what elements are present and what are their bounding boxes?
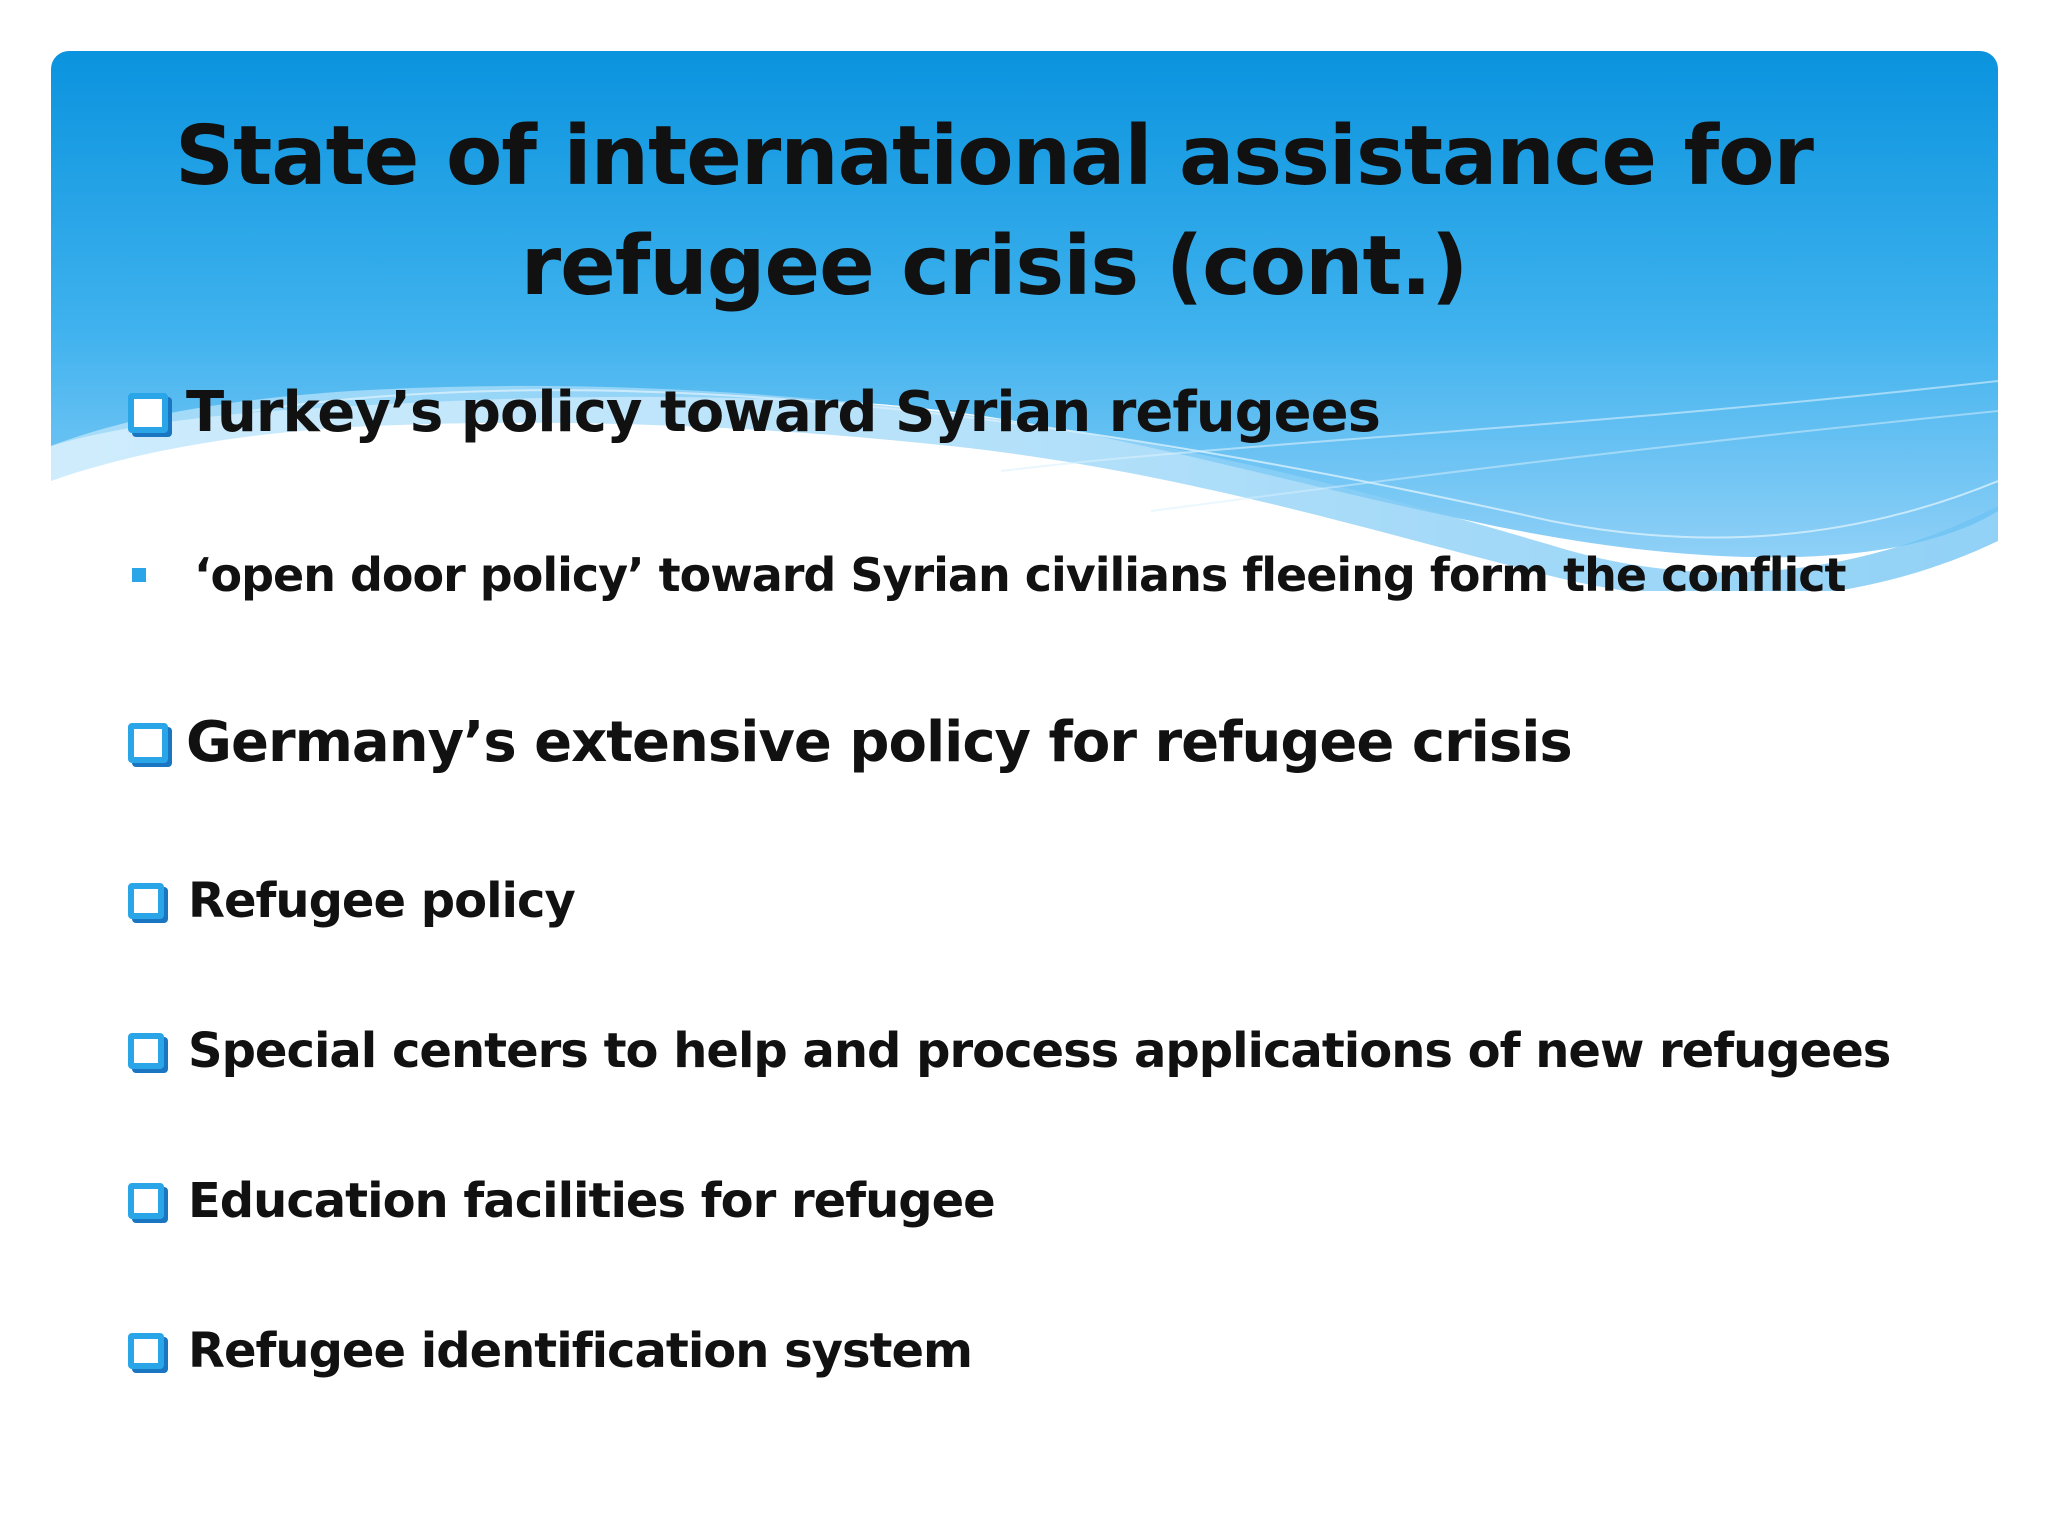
checkbox-bullet-icon <box>128 1333 164 1369</box>
bullet-item-special-centers <box>128 1023 1890 1079</box>
square-bullet-icon <box>132 568 146 582</box>
bullet-text: Education facilities for refugee <box>188 1173 995 1229</box>
bullet-text: Refugee identification system <box>188 1323 973 1379</box>
checkbox-bullet-icon <box>128 1033 164 1069</box>
bullet-item-education-facilities <box>128 1173 995 1229</box>
bullet-item-turkey-policy <box>128 380 1380 445</box>
slide-title: State of international assistance for refugee crisis (cont.) <box>175 109 1813 314</box>
bullet-item-refugee-policy <box>128 873 575 929</box>
bullet-item-germany-policy <box>128 710 1572 775</box>
checkbox-bullet-icon <box>128 393 168 433</box>
bullet-text: ‘open door policy’ toward Syrian civilians fleeing form the conflict <box>194 548 1846 602</box>
bullet-text: Refugee policy <box>188 873 575 929</box>
checkbox-bullet-icon <box>128 723 168 763</box>
bullet-item-open-door-policy <box>128 548 1846 602</box>
bullet-text: Special centers to help and process applications of new refugees <box>188 1023 1891 1079</box>
bullet-text: Germany’s extensive policy for refugee crisis <box>186 710 1572 775</box>
checkbox-bullet-icon <box>128 883 164 919</box>
bullet-item-identification-system <box>128 1323 972 1379</box>
checkbox-bullet-icon <box>128 1183 164 1219</box>
bullet-text: Turkey’s policy toward Syrian refugees <box>186 380 1380 445</box>
